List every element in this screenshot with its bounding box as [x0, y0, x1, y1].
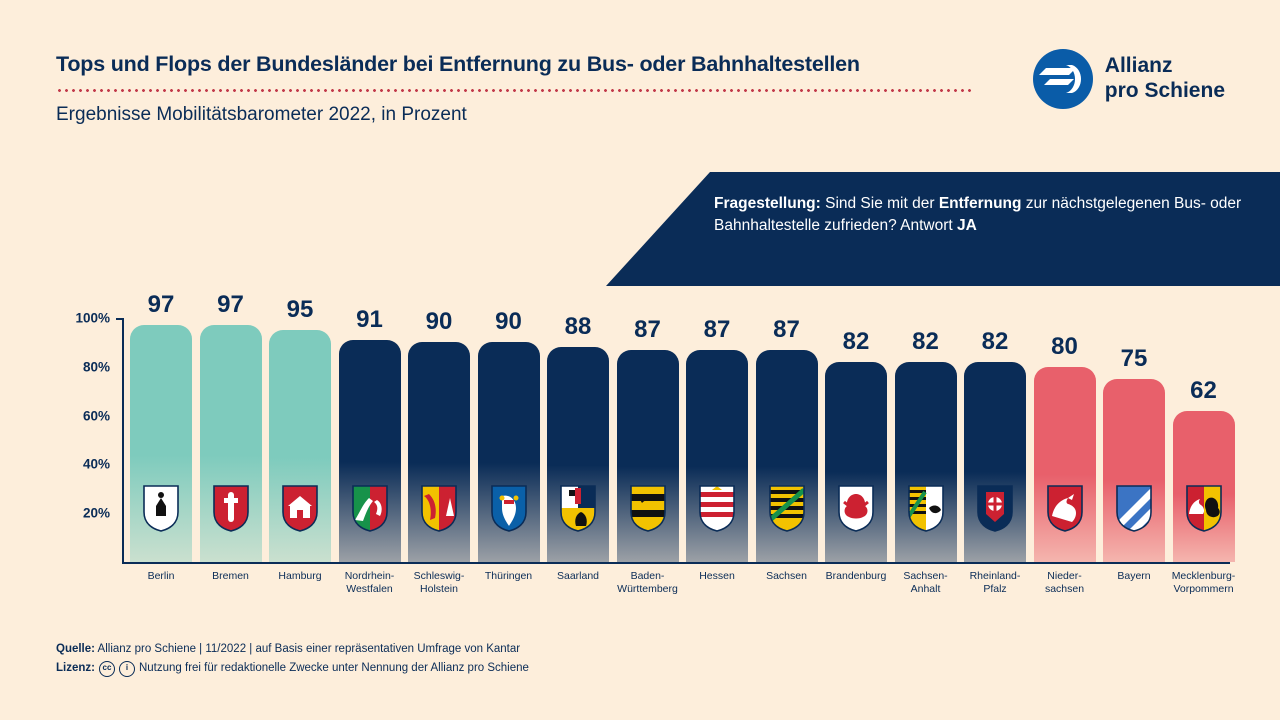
bar-category-label: Bremen — [212, 570, 249, 582]
bar — [1103, 379, 1165, 562]
bar-column — [895, 327, 957, 596]
bar — [756, 350, 818, 562]
license-label: Lizenz: — [56, 662, 95, 675]
bar-value-label: 82 — [842, 327, 870, 355]
y-axis-tick: 60% — [82, 408, 110, 424]
license-text: Nutzung frei für redaktionelle Zwecke unter Nennung der Allianz pro Schiene — [138, 662, 529, 675]
bar — [547, 347, 609, 562]
state-coat-of-arms-icon — [559, 484, 597, 532]
bar-value-label: 87 — [703, 315, 731, 343]
state-coat-of-arms-icon — [281, 484, 319, 532]
header — [56, 52, 976, 126]
y-axis-tick: 20% — [82, 505, 110, 521]
bar-value-label: 88 — [564, 313, 592, 341]
bar — [339, 340, 401, 562]
bar-column — [1171, 376, 1236, 596]
bar-value-label: 90 — [425, 308, 453, 336]
y-axis-tick: 100% — [75, 310, 110, 326]
state-coat-of-arms-icon — [1115, 484, 1153, 532]
state-coat-of-arms-icon — [768, 484, 806, 532]
bar-column — [1103, 345, 1165, 582]
bar-category-label: Saarland — [556, 570, 600, 582]
bar-category-label: Bayern — [1117, 570, 1151, 582]
bar-value-label: 62 — [1190, 376, 1217, 404]
bar-column — [1034, 332, 1096, 596]
bar — [269, 330, 331, 562]
source-text: Allianz pro Schiene | 11/2022 | auf Basis einer repräsentativen Umfrage von Kantar — [94, 643, 521, 656]
state-coat-of-arms-icon — [1046, 484, 1084, 532]
footer — [56, 640, 529, 678]
bar-category-label: Thüringen — [484, 570, 533, 582]
page-title: Tops und Flops der Bundesländer bei Entfernung zu Bus- oder Bahnhaltestellen — [56, 52, 860, 76]
state-coat-of-arms-icon — [490, 484, 528, 532]
bar-category-label: Rheinland- Pfalz — [969, 570, 1021, 596]
license-line — [56, 659, 529, 678]
bar-column — [964, 327, 1026, 596]
brand-logo — [1032, 48, 1225, 110]
bar-column — [339, 305, 401, 596]
bar-value-label: 82 — [981, 327, 1009, 355]
callout-answer: JA — [957, 217, 977, 235]
bar-value-label: 97 — [147, 291, 175, 319]
brand-name-line1: Allianz — [1104, 54, 1173, 78]
state-coat-of-arms-icon — [976, 484, 1014, 532]
bar-category-label: Berlin — [147, 570, 175, 582]
bar-value-label: 95 — [286, 296, 314, 324]
callout-text-part1: Sind Sie mit der — [820, 195, 939, 212]
bar — [408, 342, 470, 562]
brand-logo-text — [1105, 54, 1225, 103]
bar-category-label: Nordrhein- Westfalen — [344, 570, 395, 596]
bar-column — [478, 308, 540, 582]
y-axis-top-cap — [116, 318, 124, 320]
callout-emphasis: Entfernung — [938, 195, 1022, 212]
y-axis-tick: 40% — [82, 456, 110, 472]
bar-category-label: Nieder- sachsen — [1044, 570, 1085, 596]
state-coat-of-arms-icon — [837, 484, 875, 532]
callout-text-part2: zur nächstgelegenen Bus- oder Bahnhaltestelle zufrieden? Antwort — [714, 195, 1242, 235]
state-coat-of-arms-icon — [420, 484, 458, 532]
bar — [130, 325, 192, 562]
bar-column — [130, 291, 192, 582]
bar — [200, 325, 262, 562]
bar-column — [825, 327, 887, 582]
bar-category-label: Baden- Württemberg — [617, 570, 678, 596]
bar-series — [130, 291, 1236, 620]
bar-category-label: Hessen — [699, 570, 735, 582]
state-coat-of-arms-icon — [212, 484, 250, 532]
bar — [825, 362, 887, 562]
state-coat-of-arms-icon — [1185, 484, 1223, 532]
callout-label: Fragestellung: — [714, 195, 821, 212]
y-axis-tick: 80% — [82, 359, 110, 375]
state-coat-of-arms-icon — [907, 484, 945, 532]
bar — [478, 342, 540, 562]
bar-value-label: 75 — [1120, 345, 1148, 372]
bar — [686, 350, 748, 562]
bar-value-label: 82 — [912, 327, 939, 355]
bar-category-label: Brandenburg — [825, 570, 887, 582]
bar — [1173, 411, 1235, 562]
bar-value-label: 87 — [634, 315, 661, 343]
bar-value-label: 97 — [217, 291, 244, 319]
bar-value-label: 91 — [356, 305, 383, 333]
bar-value-label: 90 — [495, 308, 522, 336]
bar-value-label: 80 — [1051, 332, 1078, 360]
bar-column — [269, 296, 331, 582]
bar — [617, 350, 679, 562]
bar-category-label: Mecklenburg- Vorpommern — [1171, 570, 1236, 596]
bar-column — [617, 315, 679, 596]
source-line — [56, 640, 529, 659]
bar — [964, 362, 1026, 562]
bar-chart — [56, 291, 1236, 620]
allianz-pro-schiene-logo-icon — [1032, 48, 1094, 110]
bar-column — [756, 315, 818, 582]
creative-commons-icon: cc — [99, 661, 115, 677]
bar — [1034, 367, 1096, 562]
attribution-icon: i — [119, 661, 135, 677]
bar-value-label: 87 — [773, 315, 800, 343]
bar-category-label: Sachsen- Anhalt — [903, 570, 948, 596]
bar-column — [200, 291, 262, 582]
bar — [895, 362, 957, 562]
y-axis-line — [122, 318, 124, 564]
bar-column — [547, 313, 609, 582]
bar-category-label: Hamburg — [278, 570, 322, 582]
state-coat-of-arms-icon — [351, 484, 389, 532]
bar-category-label: Sachsen — [766, 570, 807, 582]
y-axis-labels — [56, 300, 118, 562]
dotted-divider — [56, 89, 971, 92]
state-coat-of-arms-icon — [142, 484, 180, 532]
state-coat-of-arms-icon — [698, 484, 736, 532]
bar-column — [408, 308, 470, 596]
brand-name-line2: pro Schiene — [1104, 79, 1225, 102]
state-coat-of-arms-icon — [629, 484, 667, 532]
question-callout — [606, 172, 1280, 286]
page-subtitle: Ergebnisse Mobilitätsbarometer 2022, in Prozent — [56, 103, 467, 125]
bar-category-label: Schleswig- Holstein — [413, 570, 465, 596]
bar-column — [686, 315, 748, 582]
source-label: Quelle: — [56, 643, 95, 656]
